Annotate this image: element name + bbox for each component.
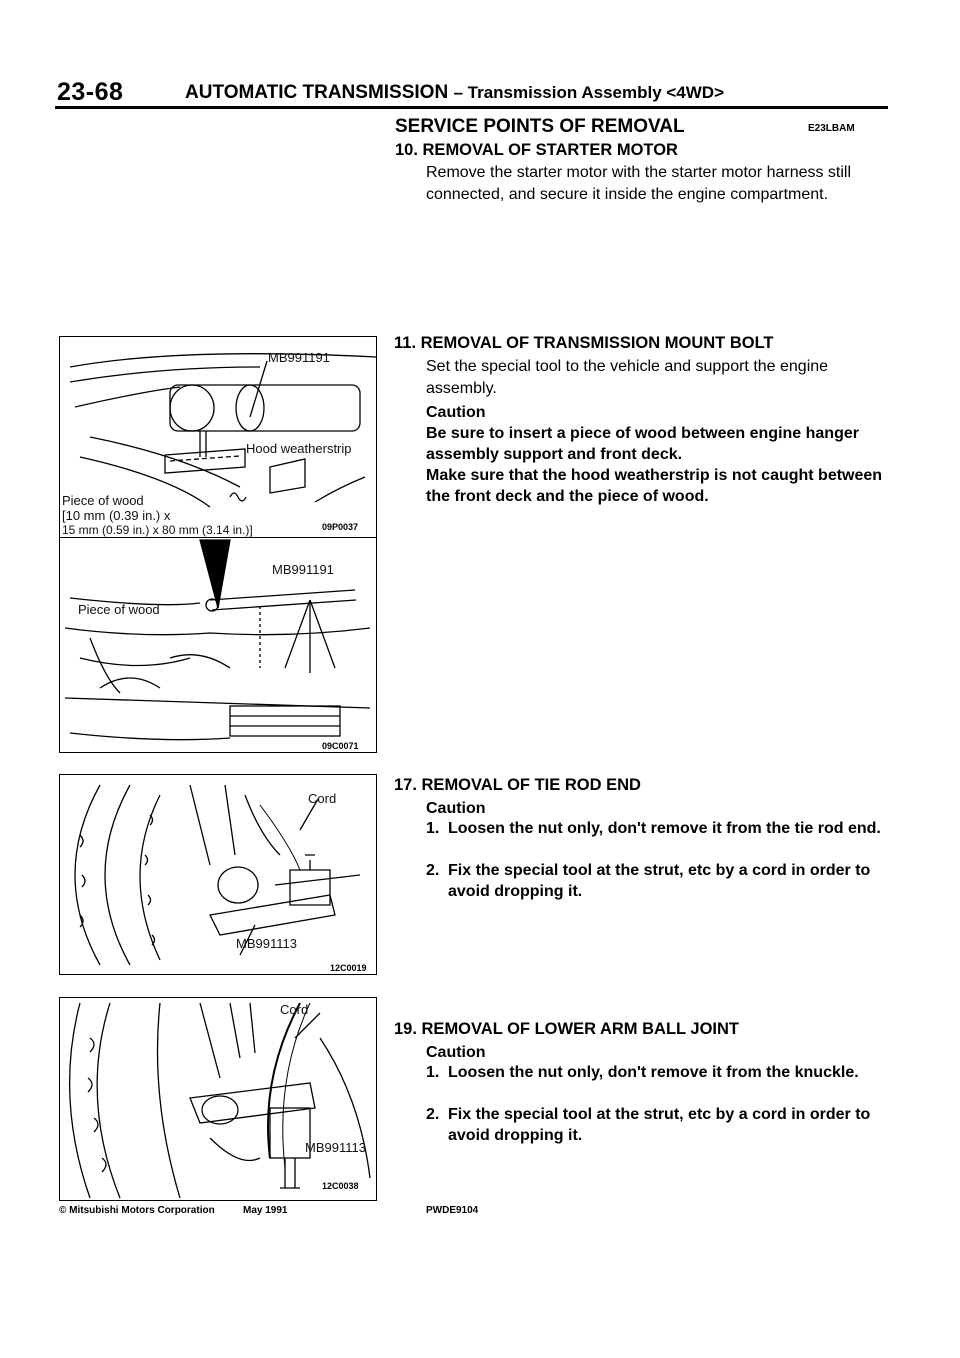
fig2-label-wood: Piece of wood [78,602,160,617]
figure-tie-rod-end [59,774,377,975]
item-11-text: Set the special tool to the vehicle and support the engine assembly. [426,358,829,397]
header-rule [55,106,888,109]
item-10-title: 10. REMOVAL OF STARTER MOTOR [395,141,678,159]
footer-copyright: © Mitsubishi Motors Corporation [59,1205,215,1216]
step-text: Fix the special tool at the strut, etc by a cord in order to avoid dropping it. [448,862,871,900]
header-title [185,82,724,104]
fig1-label-weatherstrip: Hood weatherstrip [246,441,352,456]
item-11-caution-2: Make sure that the hood weatherstrip is not caught between the front deck and the piece of wood. [426,467,883,505]
item-19-step-1 [426,1062,888,1083]
step-number: 1. [426,820,440,837]
item-19-step-2 [426,1104,888,1146]
fig1-label-wood-3: 15 mm (0.59 in.) x 80 mm (3.14 in.)] [62,523,253,537]
figure-lower-arm-ball-joint [59,997,377,1201]
fig3-label-cord: Cord [308,791,337,806]
step-number: 2. [426,1106,440,1123]
figure-engine-hanger-detail [59,336,377,539]
fig1-label-tool: MB991191 [268,350,330,365]
fig4-label-cord: Cord [280,1002,309,1017]
header-title-main: AUTOMATIC TRANSMISSION [185,82,449,103]
footer-date: May 1991 [243,1205,288,1216]
item-17-title: 17. REMOVAL OF TIE ROD END [394,776,641,794]
fig4-id: 12C0038 [322,1181,359,1191]
item-11-caution-label: Caution [426,404,486,421]
fig3-label-tool: MB991113 [236,936,297,951]
fig2-label-tool: MB991191 [272,562,334,577]
fig3-id: 12C0019 [330,963,367,973]
step-number: 1. [426,1064,440,1081]
fig1-label-wood-2: [10 mm (0.39 in.) x [62,508,171,523]
step-text: Fix the special tool at the strut, etc by a cord in order to avoid dropping it. [448,1106,871,1144]
item-17-caution-label: Caution [426,800,486,817]
step-text: Loosen the nut only, don't remove it from the knuckle. [448,1064,859,1081]
page-number: 23-68 [57,78,124,106]
item-11-title: 11. REMOVAL OF TRANSMISSION MOUNT BOLT [394,334,774,352]
item-17-step-1 [426,818,888,839]
step-number: 2. [426,862,440,879]
fig1-label-wood-1: Piece of wood [62,493,144,508]
section-heading: SERVICE POINTS OF REMOVAL [395,116,685,137]
figure-engine-support [59,537,377,753]
fig4-label-tool: MB991113 [305,1140,366,1155]
figure-lower-arm-ball-joint-drawing [60,998,376,1200]
item-17-step-2 [426,860,888,902]
item-19-title: 19. REMOVAL OF LOWER ARM BALL JOINT [394,1020,739,1038]
item-10-text: Remove the starter motor with the starter motor harness still connected, and secure it inside the engine compartment. [426,164,852,203]
footer-code: PWDE9104 [426,1205,479,1216]
section-code: E23LBAM [808,123,855,134]
item-19-caution-label: Caution [426,1044,486,1061]
item-11-caution-1: Be sure to insert a piece of wood between engine hanger assembly support and front deck. [426,425,859,463]
step-text: Loosen the nut only, don't remove it from the tie rod end. [448,820,881,837]
fig1-id: 09P0037 [322,522,359,532]
header-subtitle: – Transmission Assembly <4WD> [453,83,725,102]
fig2-id: 09C0071 [322,741,359,751]
